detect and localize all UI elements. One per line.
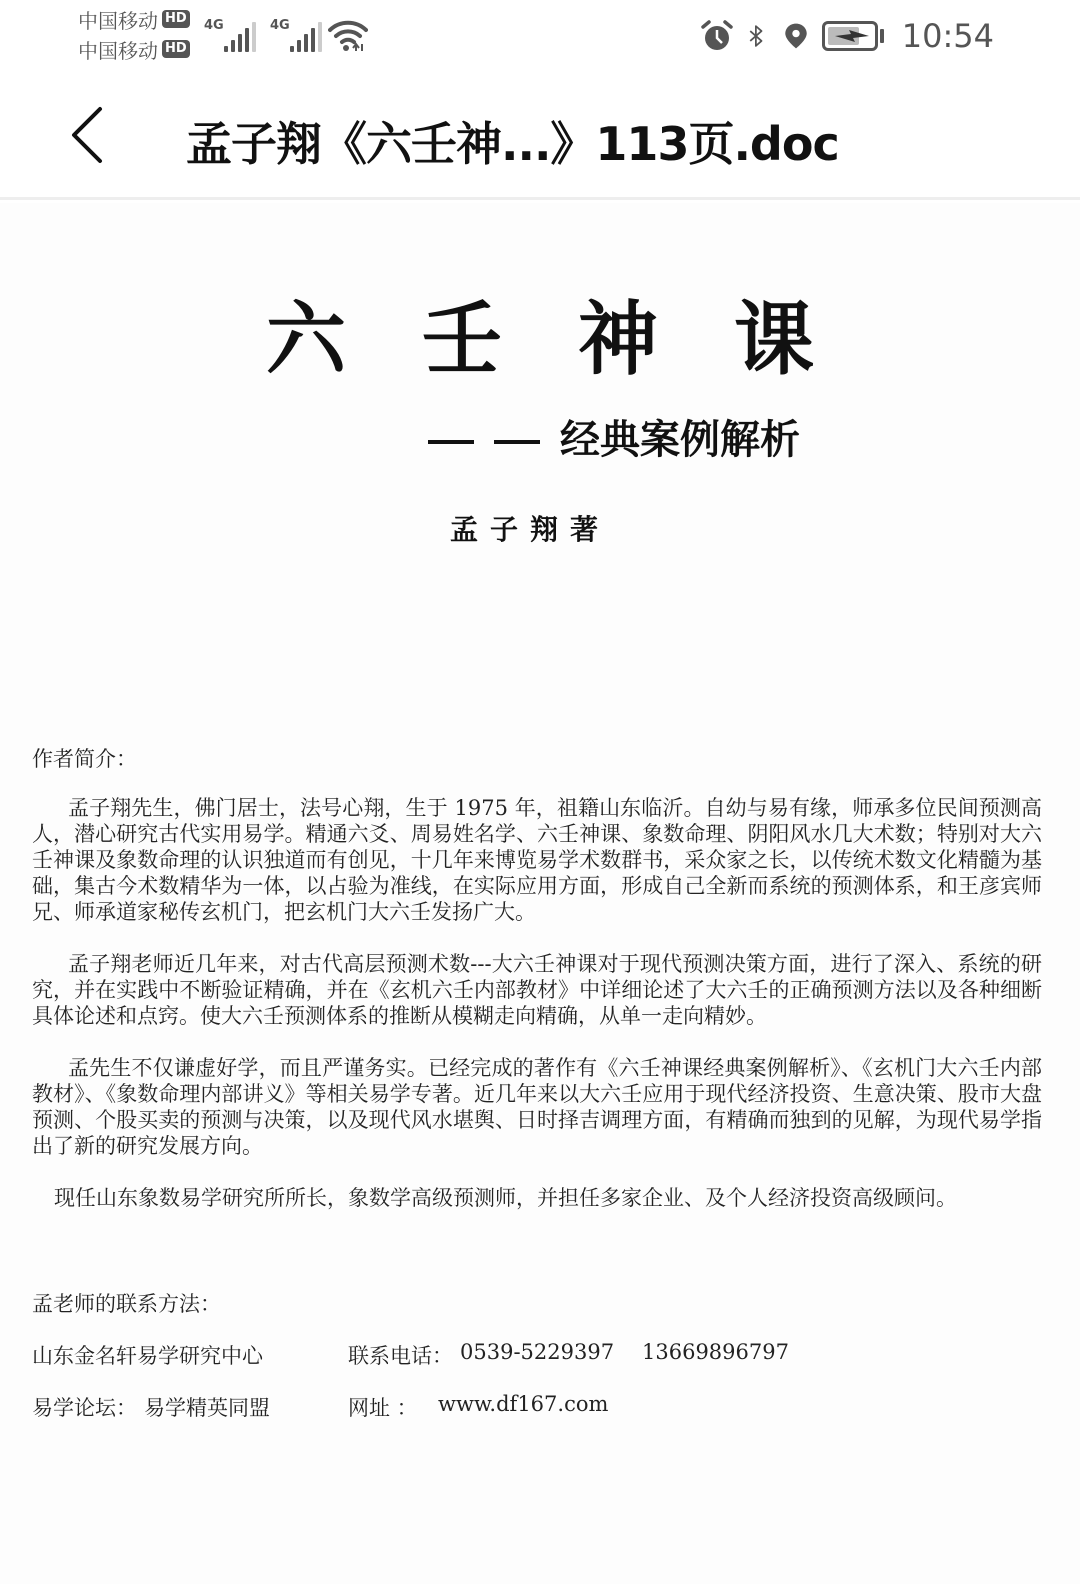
network-type: 4G <box>204 18 224 33</box>
mobile-number[interactable]: 13669896797 <box>642 1340 789 1364</box>
paragraph: 现任山东象数易学研究所所长，象数学高级预测师，并担任多家企业、及个人经济投资高级顾问。 <box>54 1186 957 1210</box>
carrier-info <box>78 6 190 62</box>
paragraph: 孟子翔老师近几年来，对古代高层预测术数---大六壬神课对于现代预测决策方面，进行了深入、系统的研究，并在实践中不断验证精确，并在《玄机六壬内部教材》中详细论述了大六壬的正确预测方法以及各种细断具体论述和点窍。使大六壬预测体系的推断从模糊走向精确，从单一走向精妙。 <box>32 952 1042 1028</box>
org-name: 山东金名轩易学研究中心 <box>32 1344 263 1368</box>
wifi-icon <box>328 20 368 52</box>
subtitle-text: 经典案例解析 <box>560 417 800 463</box>
battery-tip <box>880 29 884 43</box>
book-title <box>0 275 1080 390</box>
forum-name: 易学精英同盟 <box>144 1396 270 1420</box>
clock: 10:54 <box>901 17 994 55</box>
intro-label: 作者简介： <box>32 747 137 771</box>
location-icon <box>782 19 810 53</box>
battery-charging-icon <box>822 21 878 51</box>
back-button[interactable] <box>56 100 116 170</box>
book-subtitle <box>428 408 800 465</box>
app-header <box>0 80 1080 200</box>
contact-label: 孟老师的联系方法： <box>32 1292 221 1316</box>
em-dash <box>494 440 540 444</box>
network-type: 4G <box>270 18 290 33</box>
chevron-left-icon <box>66 105 106 165</box>
title-char: 课 <box>734 292 814 386</box>
bluetooth-icon <box>746 19 770 53</box>
paragraph: 孟先生不仅谦虚好学，而且严谨务实。已经完成的著作有《六壬神课经典案例解析》、《玄机门大六壬内部教材》、《象数命理内部讲义》等相关易学专著。近几年来以大六壬应用于现代经济投资、生意决策、股市大盘预测、个股买卖的预测与决策，以及现代风水堪舆、日时择吉调理方面，有精确而独到的见解，为现代易学指出了新的研究发展方向。 <box>32 1056 1042 1158</box>
phone-label: 联系电话： <box>348 1344 453 1368</box>
intro-body <box>54 1185 1044 1211</box>
alarm-icon <box>700 19 734 53</box>
em-dash <box>428 440 474 444</box>
signal-strength-icon <box>204 18 256 52</box>
title-char: 六 <box>266 292 346 386</box>
phone-number[interactable]: 0539-5229397 <box>460 1340 615 1364</box>
intro-body <box>32 795 1042 925</box>
hd-badge: HD <box>162 10 190 28</box>
website-label: 网址 ： <box>348 1396 418 1420</box>
carrier-name: 中国移动 <box>78 38 158 63</box>
carrier-2 <box>78 36 190 62</box>
hd-badge: HD <box>162 40 190 58</box>
carrier-name: 中国移动 <box>78 8 158 33</box>
forum-label: 易学论坛： <box>32 1396 137 1420</box>
document-title: 孟子翔《六壬神...》113页.doc <box>186 117 839 171</box>
signal-strength-icon <box>270 18 322 52</box>
title-char: 壬 <box>422 292 502 386</box>
status-right <box>700 14 994 58</box>
status-bar <box>0 0 1080 80</box>
paragraph: 孟子翔先生，佛门居士，法号心翔，生于 1975 年，祖籍山东临沂。自幼与易有缘，师承多位民间预测高人，潜心研究古代实用易学。精通六爻、周易姓名学、六壬神课、象数命理、阴阳风水几大术数；特别对大六壬神课及象数命理的认识独道而有创见，十几年来博览易学术数群书，采众家之长，以传统术数文化精髓为基础，集古今术数精华为一体，以占验为准线，在实际应用方面，形成自己全新而系统的预测体系，和王彦宾师兄、师承道家秘传玄机门，把玄机门大六壬发扬广大。 <box>32 796 1042 924</box>
title-char: 神 <box>578 292 658 386</box>
carrier-1 <box>78 6 190 32</box>
intro-body <box>32 1055 1042 1159</box>
document-page[interactable] <box>0 203 1080 1584</box>
intro-body <box>32 951 1042 1029</box>
book-author: 孟子翔著 <box>450 513 611 546</box>
signal-group <box>204 18 322 52</box>
website-link[interactable]: www.df167.com <box>438 1392 609 1416</box>
